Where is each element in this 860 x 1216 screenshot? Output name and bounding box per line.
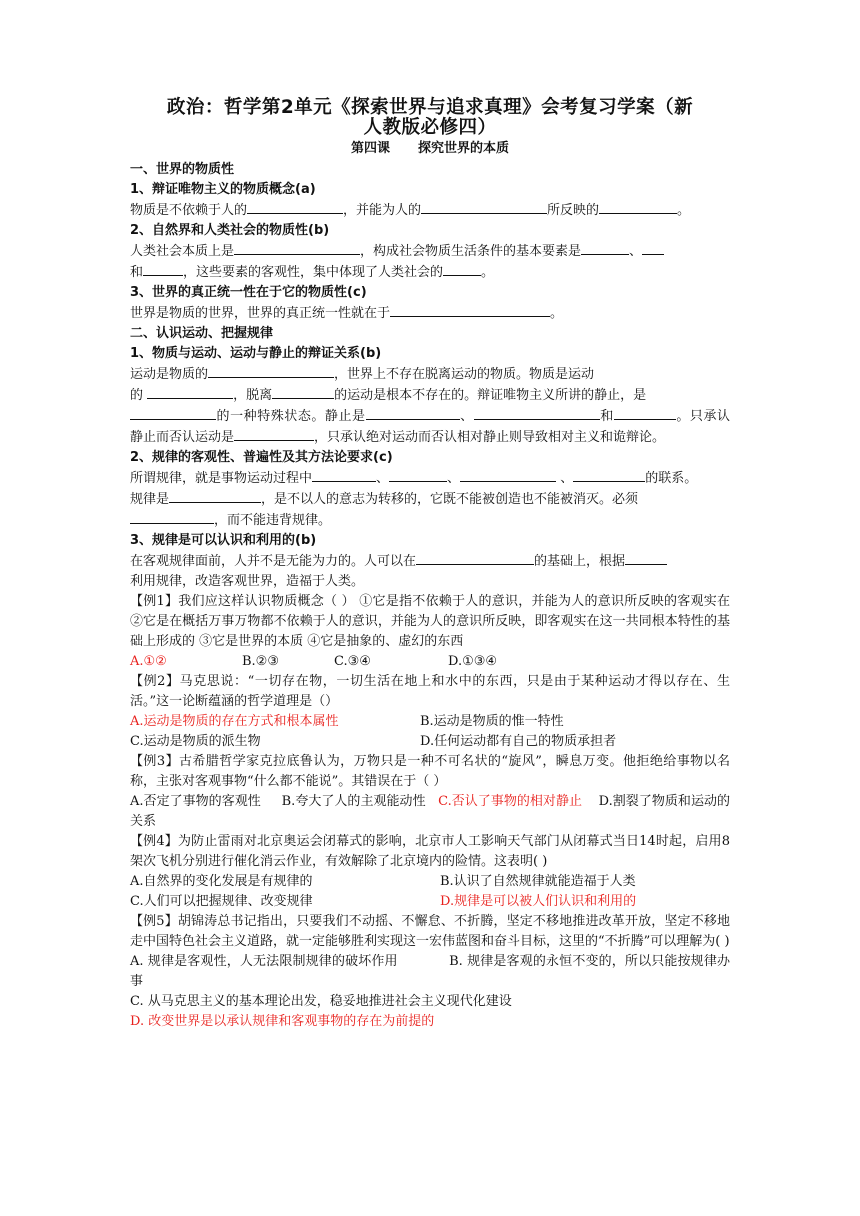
example-2-option-c: C.运动是物质的派生物: [130, 734, 261, 749]
example-3-option-a: A.否定了事物的客观性: [130, 794, 261, 809]
s1-1-heading: 1、辩证唯物主义的物质概念(a): [130, 182, 316, 197]
s2-1-heading: 1、物质与运动、运动与静止的辩证关系(b): [130, 346, 382, 361]
lesson-label: 第四课: [350, 141, 390, 156]
example-1-option-d: D.①③④: [448, 654, 498, 669]
example-2-option-a: A.运动是物质的存在方式和根本属性: [130, 714, 339, 729]
lesson-name: 探究世界的本质: [418, 141, 510, 156]
document-page: [130, 98, 730, 1032]
s1-1-text: 物质是不依赖于人的 ，并能为人的 所反映的 。: [130, 200, 730, 221]
s2-1-text: 运动是物质的 ，世界上不存在脱离运动的物质。物质是运动 的 ，脱离 的运动是根本不存在的。辩证唯物主义所讲的静止，是 的一种特殊状态。静止是 、 和 。只承认静止而否认运动是 ，只承认绝对运动而否认相对静止则导致相对主义和诡辩论。: [130, 364, 730, 448]
title-line-2: 人教版必修四）: [363, 117, 497, 138]
example-1-option-b: B.②③: [242, 654, 279, 669]
s1-3-heading: 3、世界的真正统一性在于它的物质性(c): [130, 285, 367, 300]
section-1-heading: 一、世界的物质性: [130, 162, 235, 177]
example-3-option-d: D.割裂了物质和运动的关系: [130, 794, 730, 829]
s2-3-heading: 3、规律是可以认识和利用的(b): [130, 533, 317, 548]
s2-2-heading: 2、规律的客观性、普遍性及其方法论要求(c): [130, 450, 393, 465]
example-2-option-b: B.运动是物质的惟一特性: [420, 714, 564, 729]
example-5-option-c: C. 从马克思主义的基本理论出发，稳妥地推进社会主义现代化建设: [130, 994, 512, 1009]
example-5-options-ab: [130, 952, 730, 992]
example-1-stem: 【例1】我们应这样认识物质概念（ ） ①它是指不依赖于人的意识，并能为人的意识所反映的客观实在 ②它是在概括万事万物都不依赖于人的意识，并能为人的意识所反映，即客观实在这一共同根本特性的基础上形成的 ③它是世界的本质 ④它是抽象的、虚幻的东西: [130, 594, 730, 649]
example-3-stem: 【例3】古希腊哲学家克拉底鲁认为，万物只是一种不可名状的“旋风”，瞬息万变。他拒绝给事物以名称，主张对客观事物“什么都不能说”。其错误在于（ ）: [130, 754, 730, 789]
example-5-option-a: A. 规律是客观性，人无法限制规律的破坏作用: [130, 954, 398, 969]
s2-2-text: 所谓规律，就是事物运动过程中 、 、 、 的联系。 规律是 ，是不以人的意志为转移的，它既不能被创造也不能被消灭。必须 ，而不能违背规律。: [130, 468, 730, 531]
example-3-options: [130, 792, 730, 832]
example-3-option-c: C.否认了事物的相对静止: [438, 794, 583, 809]
example-5-option-d: D. 改变世界是以承认规律和客观事物的存在为前提的: [130, 1014, 435, 1029]
title-line-1: 政治：哲学第2单元《探索世界与追求真理》会考复习学案（新: [166, 97, 694, 118]
s1-2-text: 人类社会本质上是 ，构成社会物质生活条件的基本要素是 、 和 ，这些要素的客观性，集中体现了人类社会的 。: [130, 241, 730, 283]
example-1-option-c: C.③④: [334, 654, 371, 669]
document-title: [130, 98, 730, 138]
lesson-heading: [130, 140, 730, 157]
example-1-options: [130, 652, 730, 672]
example-3-option-b: B.夸大了人的主观能动性: [281, 794, 426, 809]
s1-3-text: 世界是物质的世界，世界的真正统一性就在于 。: [130, 303, 730, 324]
s2-3-text: 在客观规律面前，人并不是无能为力的。人可以在 的基础上，根据 利用规律，改造客观世界，造福于人类。: [130, 551, 730, 592]
example-5-stem: 【例5】胡锦涛总书记指出，只要我们不动摇、不懈怠、不折腾，坚定不移地推进改革开放，坚定不移地走中国特色社会主义道路，就一定能够胜利实现这一宏伟蓝图和奋斗目标，这里的“不折腾”可以理解为( ): [130, 914, 730, 949]
section-2-heading: 二、认识运动、把握规律: [130, 326, 274, 341]
example-5-option-b: B. 规律是客观的永恒不变的，所以只能按规律办事: [130, 954, 730, 989]
s1-2-heading: 2、自然界和人类社会的物质性(b): [130, 223, 330, 238]
example-4-stem: 【例4】为防止雷雨对北京奥运会闭幕式的影响，北京市人工影响天气部门从闭幕式当日14时起，启用8架次飞机分别进行催化消云作业，有效解除了北京境内的险情。这表明( ): [130, 834, 730, 869]
example-4-option-c: C.人们可以把握规律、改变规律: [130, 894, 313, 909]
example-4-option-b: B.认识了自然规律就能造福于人类: [440, 874, 636, 889]
example-4-option-d: D.规律是可以被人们认识和利用的: [440, 894, 637, 909]
example-2-option-d: D.任何运动都有自己的物质承担者: [420, 734, 617, 749]
example-4-option-a: A.自然界的变化发展是有规律的: [130, 874, 313, 889]
example-1-option-a: A.①②: [130, 654, 167, 669]
example-2-stem: 【例2】马克思说：“一切存在物，一切生活在地上和水中的东西，只是由于某种运动才得以存在、生活。”这一论断蕴涵的哲学道理是（）: [130, 674, 730, 709]
